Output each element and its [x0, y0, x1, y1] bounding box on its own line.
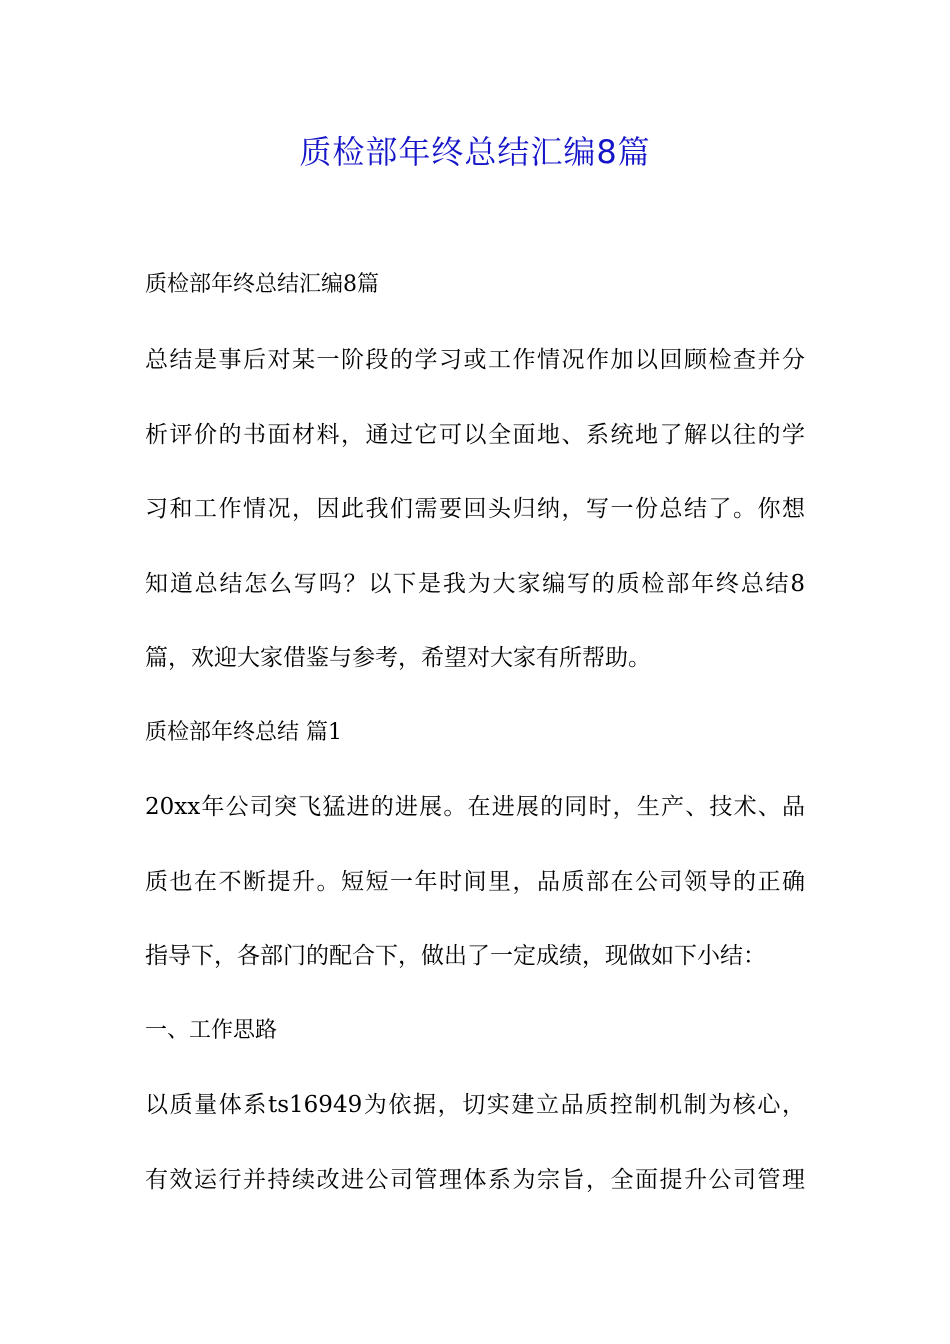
paragraph-line: 20xx年公司突飞猛进的进展。在进展的同时，生产、技术、品 — [145, 794, 805, 820]
paragraph-line: 知道总结怎么写吗？以下是我为大家编写的质检部年终总结8 — [145, 571, 805, 597]
section-heading: 质检部年终总结 篇1 — [145, 720, 342, 745]
subtitle-line: 质检部年终总结汇编8篇 — [145, 272, 379, 297]
subsection-heading: 一、工作思路 — [145, 1018, 278, 1043]
paragraph-line: 质也在不断提升。短短一年时间里，品质部在公司领导的正确 — [145, 869, 805, 895]
paragraph-line: 篇，欢迎大家借鉴与参考，希望对大家有所帮助。 — [145, 645, 651, 671]
paragraph-line: 析评价的书面材料，通过它可以全面地、系统地了解以往的学 — [145, 422, 805, 448]
document-title: 质检部年终总结汇编8篇 — [299, 133, 651, 171]
paragraph-line: 习和工作情况，因此我们需要回头归纳，写一份总结了。你想 — [145, 496, 805, 522]
paragraph-line: 有效运行并持续改进公司管理体系为宗旨，全面提升公司管理 — [145, 1167, 805, 1193]
paragraph-line: 以质量体系ts16949为依据，切实建立品质控制机制为核心， — [145, 1092, 805, 1118]
paragraph-line: 总结是事后对某一阶段的学习或工作情况作加以回顾检查并分 — [145, 347, 805, 373]
paragraph-line: 指导下，各部门的配合下，做出了一定成绩，现做如下小结： — [145, 943, 766, 969]
